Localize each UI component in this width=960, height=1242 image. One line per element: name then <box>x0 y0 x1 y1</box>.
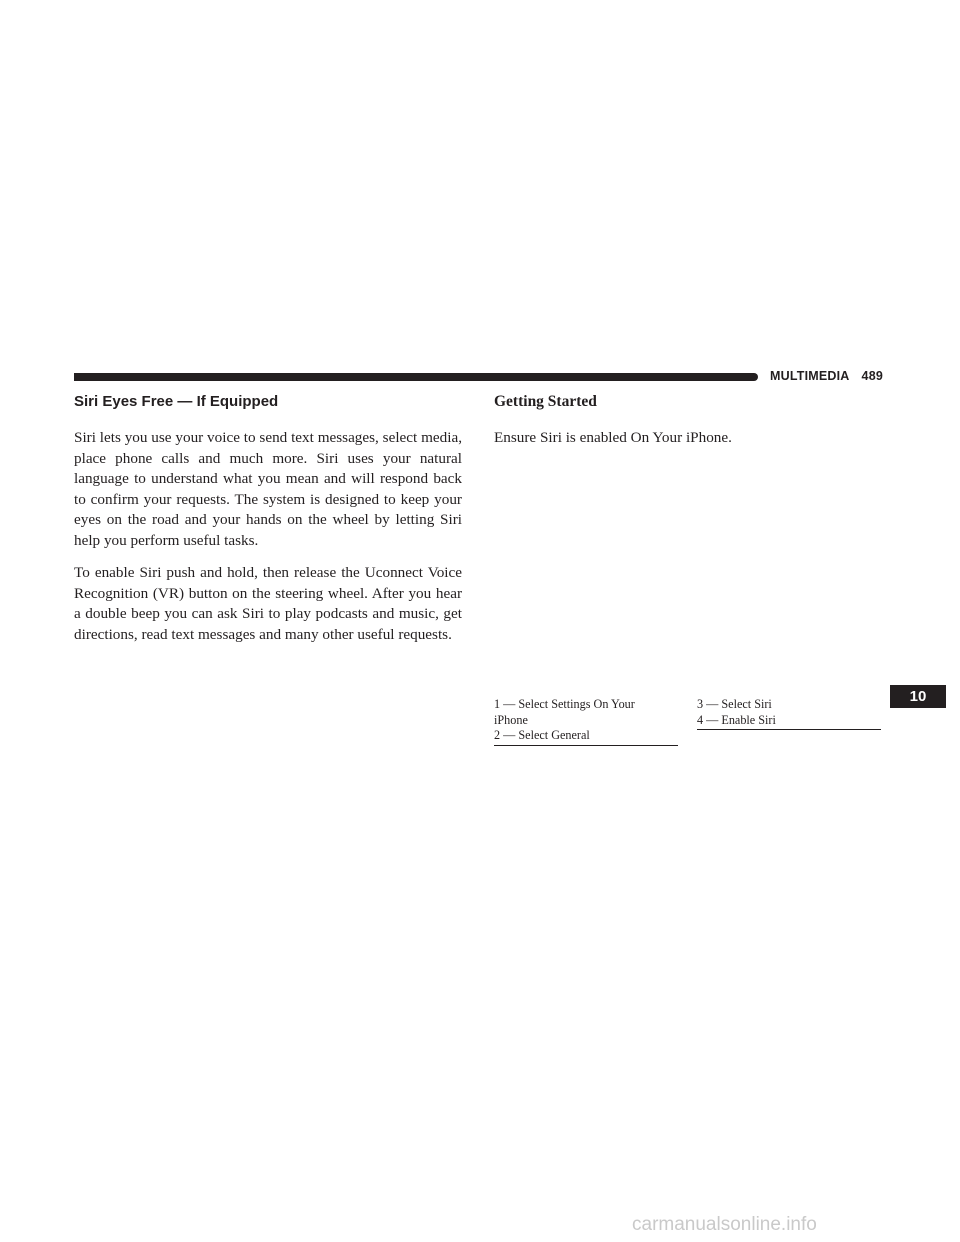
caption-line: 3 — Select Siri <box>697 697 772 711</box>
running-header <box>770 369 883 383</box>
figure-caption-right <box>697 697 881 730</box>
section-title: MULTIMEDIA <box>770 369 850 383</box>
caption-line: 4 — Enable Siri <box>697 712 776 727</box>
page-number: 489 <box>861 369 884 383</box>
left-column <box>74 392 462 657</box>
watermark-text: carmanualsonline.info <box>632 1214 817 1235</box>
caption-line: iPhone <box>494 712 528 727</box>
figure-caption-left <box>494 697 678 746</box>
chapter-tab: 10 <box>890 685 946 708</box>
right-column <box>494 392 882 449</box>
body-paragraph-3: Ensure Siri is enabled On Your iPhone. <box>494 429 732 446</box>
section-heading: Siri Eyes Free — If Equipped <box>74 393 279 410</box>
caption-line: 2 — Select General <box>494 728 590 742</box>
subsection-heading: Getting Started <box>494 393 597 410</box>
header-rule-bar <box>74 373 758 381</box>
caption-line: 1 — Select Settings On Your <box>494 697 635 711</box>
body-paragraph-1: Siri lets you use your voice to send text messages, select media, place phone calls and much more. Siri uses your natural language to understand what you mean and will respond back to confirm your requests. The system is designed to keep your eyes on the road and your hands on the wheel by letting Siri help you perform useful tasks. <box>74 429 462 549</box>
body-paragraph-2: To enable Siri push and hold, then release the Uconnect Voice Recognition (VR) button on the steering wheel. After you hear a double beep you can ask Siri to play podcasts and music, get directions, read text messages and many other useful requests. <box>74 564 462 643</box>
